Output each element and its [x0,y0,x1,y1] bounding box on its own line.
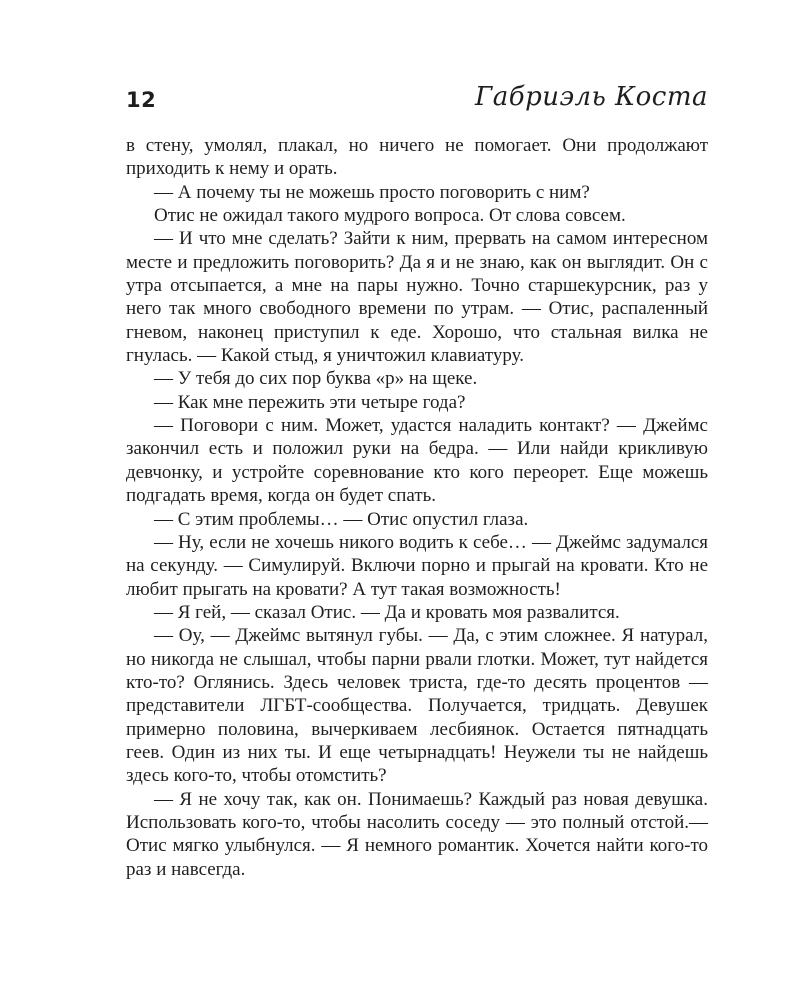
page-number: 12 [126,88,157,112]
running-head-author: Габриэль Коста [474,82,708,112]
paragraph: — Ну, если не хочешь никого водить к себе… — Джеймс задумался на секунду. — Симулируй. Включи порно и прыгай на кровати. Кто не любит прыгать на кровати? А тут такая возможность! [126,531,708,600]
paragraph: — Поговори с ним. Может, удастся наладить контакт? — Джеймс закончил есть и положил руки на бедра. — Или найди крикливую девчонку, и устройте соревнование кто кого переорет. Еще можешь подгадать время, когда он будет спать. [126,415,708,507]
paragraph: — А почему ты не можешь просто поговорить с ним? [154,181,590,203]
paragraph: — Я не хочу так, как он. Понимаешь? Каждый раз новая девушка. Использовать кого-то, чтобы насолить соседу — это полный отстой.— Отис мягко улыбнулся. — Я немного романтик. Хочется найти кого-то раз и навсегда. [126,788,708,880]
running-header [126,82,708,122]
paragraph: — И что мне сделать? Зайти к ним, прервать на самом интересном месте и предложить поговорить? Да я и не знаю, как он выглядит. Он с утра отсыпается, а мне на пары нужно. Точно старшекурсник, раз у него так много свободного времени по утрам. — Отис, распаленный гневом, наконец приступил к еде. Хорошо, что стальная вилка не гнулась. — Какой стыд, я уничтожил клавиатуру. [126,228,708,367]
body-text [126,134,708,881]
paragraph: — У тебя до сих пор буква «р» на щеке. [154,368,478,390]
paragraph: — Я гей, — сказал Отис. — Да и кровать моя развалится. [154,601,620,623]
paragraph: — Как мне пережить эти четыре года? [154,391,466,413]
paragraph: в стену, умолял, плакал, но ничего не помогает. Они продолжают приходить к нему и орать. [126,135,708,180]
paragraph: — Оу, — Джеймс вытянул губы. — Да, с этим сложнее. Я натурал, но никогда не слышал, чтобы парни рвали глотки. Может, тут найдется кто-то? Оглянись. Здесь человек триста, где-то десять процентов — представители ЛГБТ-сообщества. Получается, тридцать. Девушек примерно половина, вычеркиваем лесбиянок. Остается пятнадцать геев. Один из них ты. И еще четырнадцать! Неужели ты не найдешь здесь кого-то, чтобы отомстить? [126,625,708,787]
paragraph: — С этим проблемы… — Отис опустил глаза. [154,508,529,530]
paragraph: Отис не ожидал такого мудрого вопроса. От слова совсем. [154,205,626,227]
